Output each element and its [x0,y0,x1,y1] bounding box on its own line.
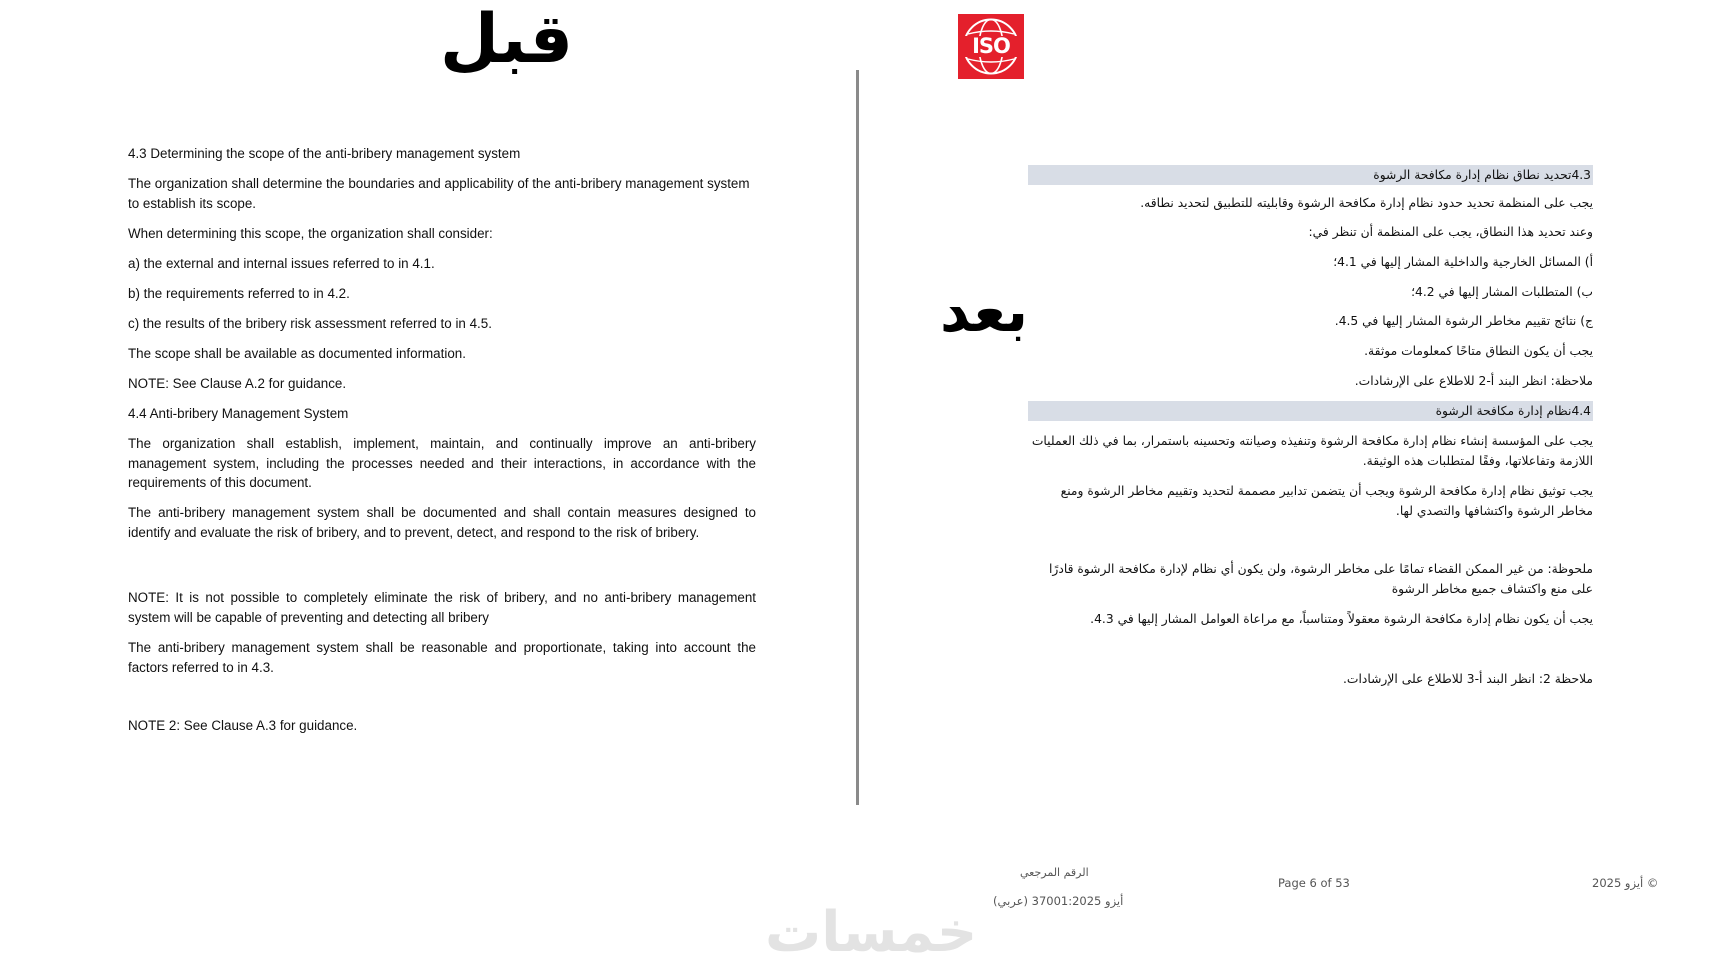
footer-reference-label: الرقم المرجعي [1020,866,1089,879]
clause-4-3-heading: 4.3 Determining the scope of the anti-bribery management system [128,146,521,161]
paragraph: The organization shall determine the boundaries and applicability of the anti-bribery management system to establish its scope. [128,176,750,211]
before-label: قبل [440,0,573,79]
paragraph-ar: وعند تحديد هذا النطاق، يجب على المنظمة أن تنظر في: [1308,225,1593,239]
list-item: b) the requirements referred to in 4.2. [128,286,350,301]
paragraph: When determining this scope, the organization shall consider: [128,226,493,241]
footer-reference-number: أيزو 37001:2025 (عربي) [993,894,1124,908]
note-ar: ملاحظة 2: انظر البند أ-3 للاطلاع على الإرشادات. [1343,672,1593,686]
note: NOTE: It is not possible to completely eliminate the risk of bribery, and no anti-bribery management system will be capable of preventing and detecting all bribery [128,590,756,625]
paragraph: The anti-bribery management system shall be documented and shall contain measures designed to identify and evaluate the risk of bribery, and to prevent, detect, and respond to the risk of bribery. [128,505,756,540]
note-ar: ملاحظة: انظر البند أ-2 للاطلاع على الإرشادات. [1354,374,1593,388]
paragraph-ar: يجب توثيق نظام إدارة مكافحة الرشوة ويجب أن يتضمن تدابير مصممة لتحديد وتقييم مخاطر الرشوة ومنع مخاطر الرشوة واكتشافها والتصدي لها. [1060,484,1593,518]
after-label: بعد [940,277,1029,345]
iso-logo-text: ISO [972,34,1010,58]
paragraph: The scope shall be available as documented information. [128,346,466,361]
note: NOTE: See Clause A.2 for guidance. [128,376,347,391]
list-item: c) the results of the bribery risk assessment referred to in 4.5. [128,316,492,331]
list-item-ar: ج) نتائج تقييم مخاطر الرشوة المشار إليها في 4.5. [1334,314,1593,328]
list-item-ar: ب) المتطلبات المشار إليها في 4.2؛ [1411,285,1593,299]
paragraph-ar: يجب على المنظمة تحديد حدود نظام إدارة مكافحة الرشوة وقابليته للتطبيق لتحديد نطاقه. [1140,196,1593,210]
iso-logo [958,14,1024,79]
list-item: a) the external and internal issues referred to in 4.1. [128,256,435,271]
footer-copyright: © أيزو 2025 [1592,876,1659,890]
list-item-ar: أ) المسائل الخارجية والداخلية المشار إليها في 4.1؛ [1333,255,1593,269]
clause-4-4-heading-ar: 4.4نظام إدارة مكافحة الرشوة [1028,401,1593,421]
paragraph-ar: يجب على المؤسسة إنشاء نظام إدارة مكافحة الرشوة وتنفيذه وصيانته وتحسينه باستمرار، بما في ذلك العمليات اللازمة وتفاعلاتها، وفقًا لمتطلبات هذه الوثيقة. [1031,434,1593,468]
paragraph-ar: يجب أن يكون النطاق متاحًا كمعلومات موثقة. [1364,344,1593,358]
note: NOTE 2: See Clause A.3 for guidance. [128,718,358,733]
clause-4-4-heading: 4.4 Anti-bribery Management System [128,406,349,421]
paragraph: The anti-bribery management system shall be reasonable and proportionate, taking into account the factors referred to in 4.3. [128,640,756,675]
paragraph: The organization shall establish, implement, maintain, and continually improve an anti-bribery management system, including the processes needed and their interactions, in accordance with the requirements of this document. [128,436,756,490]
watermark: خمسات [765,900,978,965]
paragraph-ar: يجب أن يكون نظام إدارة مكافحة الرشوة معقولاً ومتناسباً، مع مراعاة العوامل المشار إليها في 4.3. [1090,612,1593,626]
footer-page-number: Page 6 of 53 [1278,876,1350,890]
column-divider [856,70,859,805]
clause-4-3-heading-ar: 4.3تحديد نطاق نظام إدارة مكافحة الرشوة [1028,165,1593,185]
note-ar: ملحوظة: من غير الممكن القضاء تمامًا على مخاطر الرشوة، ولن يكون أي نظام لإدارة مكافحة الرشوة قادرًا على منع واكتشاف جميع مخاطر الرشوة [1049,562,1593,596]
